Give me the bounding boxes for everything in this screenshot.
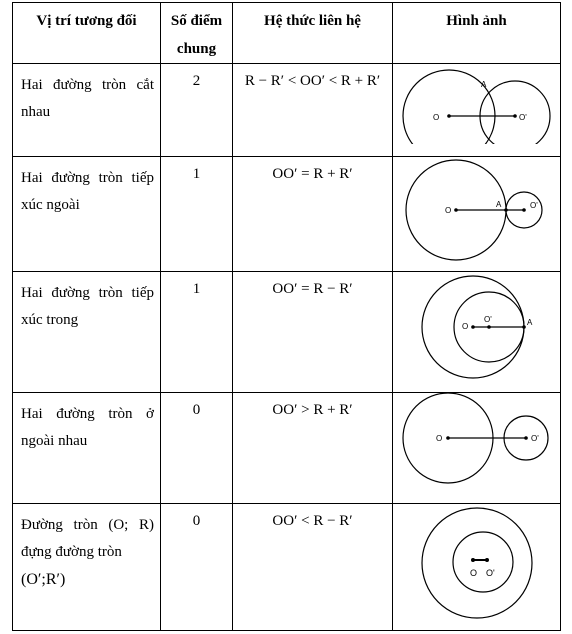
points-cell: 0 xyxy=(161,504,233,631)
label-a: A xyxy=(527,318,533,327)
figure-cell xyxy=(393,272,561,393)
position-cell: Hai đường tròn ở ngoài nhau xyxy=(13,393,161,504)
center-point-o xyxy=(471,558,475,562)
position-cell: Hai đường tròn tiếp xúc trong xyxy=(13,272,161,393)
points-cell: 2 xyxy=(161,64,233,157)
figure-cell xyxy=(393,64,561,157)
nested-circles-figure xyxy=(393,504,560,630)
points-cell: 1 xyxy=(161,157,233,272)
relation-cell: OO′ = R − R′ xyxy=(233,272,393,393)
relation-cell: OO′ = R + R′ xyxy=(233,157,393,272)
points-cell: 1 xyxy=(161,272,233,393)
header-relation: Hệ thức liên hệ xyxy=(233,3,393,64)
label-o: O xyxy=(470,568,478,578)
relation-cell: OO′ > R + R′ xyxy=(233,393,393,504)
label-o-prime: O' xyxy=(531,434,539,443)
label-o: O xyxy=(436,434,443,443)
label-o-prime: O' xyxy=(530,201,538,210)
position-cell: Hai đường tròn tiếp xúc ngoài xyxy=(13,157,161,272)
header-row xyxy=(13,3,561,64)
center-point-o-prime xyxy=(487,325,491,329)
relation-cell: R − R′ < OO′ < R + R′ xyxy=(233,64,393,157)
label-o-prime: O' xyxy=(484,315,492,324)
figure-cell xyxy=(393,393,561,504)
table-row xyxy=(13,504,561,631)
center-point-o-prime xyxy=(524,436,528,440)
center-point-o xyxy=(447,114,451,118)
label-o: O xyxy=(462,322,469,331)
position-text: Đường tròn (O; R) đựng đường tròn xyxy=(21,517,154,560)
separate-circles-figure xyxy=(393,393,560,503)
label-o: O xyxy=(433,113,440,122)
position-notation: (O′;R′) xyxy=(21,571,66,588)
figure-cell xyxy=(393,504,561,631)
center-point-o-prime xyxy=(485,558,489,562)
relation-cell: OO′ < R − R′ xyxy=(233,504,393,631)
center-point-o xyxy=(471,325,475,329)
label-a: A xyxy=(496,200,502,209)
center-point-o-prime xyxy=(513,114,517,118)
label-o-prime: O' xyxy=(519,113,527,122)
internal-tangent-figure xyxy=(393,272,560,392)
small-circle xyxy=(453,532,513,592)
header-points: Số điểm chung xyxy=(161,3,233,64)
table-row xyxy=(13,272,561,393)
position-cell xyxy=(13,504,161,631)
tangent-point-a xyxy=(522,325,526,329)
center-point-o xyxy=(454,208,458,212)
center-point-o xyxy=(446,436,450,440)
table-row xyxy=(13,393,561,504)
table-row xyxy=(13,64,561,157)
points-cell: 0 xyxy=(161,393,233,504)
center-point-o-prime xyxy=(522,208,526,212)
large-circle xyxy=(422,508,532,618)
external-tangent-figure xyxy=(393,157,560,271)
label-a: A xyxy=(481,80,487,89)
table-row xyxy=(13,157,561,272)
intersecting-circles-figure xyxy=(393,64,560,156)
label-o: O xyxy=(445,206,452,215)
relative-position-table xyxy=(12,2,561,631)
header-figure: Hình ảnh xyxy=(393,3,561,64)
label-o-prime: O' xyxy=(486,568,495,578)
figure-cell xyxy=(393,157,561,272)
tangent-point-a xyxy=(504,208,508,212)
header-position: Vị trí tương đối xyxy=(13,3,161,64)
position-cell: Hai đường tròn cắt nhau xyxy=(13,64,161,157)
